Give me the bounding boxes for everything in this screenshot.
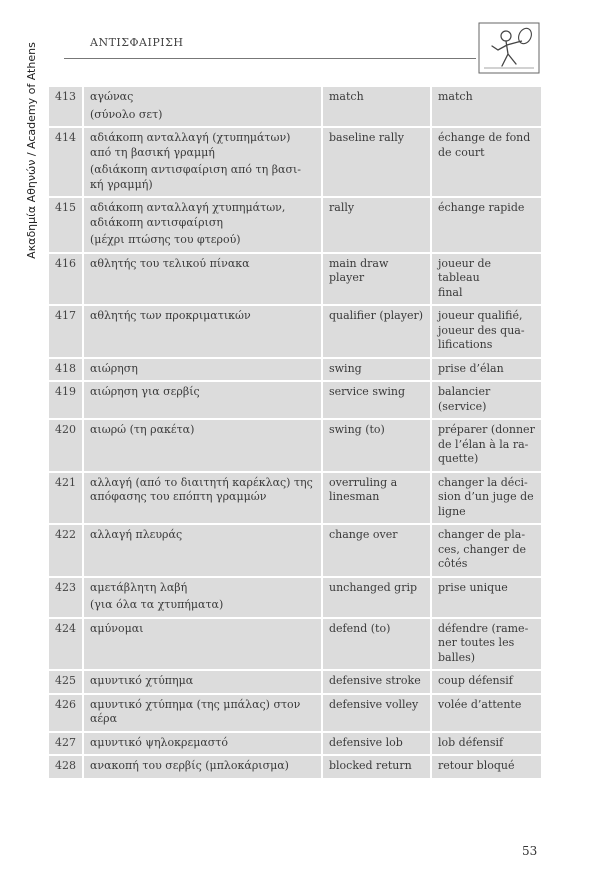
greek-note-line: κή γραμμή) <box>90 177 153 191</box>
table-row <box>49 381 541 419</box>
term-number: 426 <box>49 694 83 732</box>
french-term-cell <box>431 419 541 472</box>
greek-term-cell <box>83 524 322 577</box>
term-number: 428 <box>49 755 83 779</box>
side-label-text: Ακαδημία Αθηνών / Academy of Athens <box>24 41 38 259</box>
english-term-line: baseline rally <box>329 131 404 144</box>
greek-term-cell <box>83 305 322 358</box>
english-term-cell <box>322 524 431 577</box>
english-term-cell <box>322 381 431 419</box>
english-term-line: defensive volley <box>329 697 419 711</box>
greek-note-line: (για όλα τα χτυπήματα) <box>90 598 224 611</box>
greek-term-line: αιώρηση για σερβίς <box>90 385 200 398</box>
french-term-cell <box>431 472 541 525</box>
french-term-line: ligne <box>438 504 466 518</box>
french-term-line: balles) <box>438 650 476 664</box>
table-row <box>49 577 541 618</box>
tennis-player-icon <box>478 22 540 74</box>
french-term-line: défendre (rame- <box>438 621 529 635</box>
table-row <box>49 694 541 732</box>
french-term-line: ner toutes les <box>438 636 515 649</box>
french-term-line: changer de pla- <box>438 528 526 541</box>
french-term-line: quette) <box>438 452 479 465</box>
french-term-line: joueur de tableau <box>438 256 492 284</box>
french-term-line: échange de fond <box>438 131 531 144</box>
term-number: 421 <box>49 472 83 525</box>
greek-term-cell <box>83 381 322 419</box>
table-row <box>49 732 541 756</box>
french-term-cell <box>431 381 541 419</box>
english-term-line: blocked return <box>329 759 412 772</box>
english-term-cell <box>322 732 431 756</box>
greek-term-cell <box>83 472 322 525</box>
english-term-cell <box>322 358 431 382</box>
french-term-line: volée d’attente <box>438 697 522 711</box>
french-term-cell <box>431 253 541 306</box>
french-term-line: lob défensif <box>438 735 504 749</box>
running-head: ΑΝΤΙΣΦΑΙΡΙΣΗ <box>90 36 184 49</box>
french-term-line: côtés <box>438 557 468 570</box>
table-row <box>49 305 541 358</box>
greek-term-line: αλλαγή (από το διαιτητή καρέκλας) της <box>90 475 313 489</box>
greek-term-line: αδιάκοπη ανταλλαγή χτυπημάτων, <box>90 201 286 214</box>
french-term-line: balancier <box>438 385 491 398</box>
term-number: 425 <box>49 670 83 694</box>
french-term-line: ces, changer de <box>438 542 527 556</box>
english-term-cell <box>322 670 431 694</box>
greek-term-line: αμύνομαι <box>90 621 144 635</box>
english-term-line: linesman <box>329 490 380 503</box>
table-row <box>49 524 541 577</box>
english-term-line: overruling a <box>329 475 398 489</box>
english-term-line: defensive stroke <box>329 674 421 687</box>
french-term-cell <box>431 87 541 127</box>
greek-term-line: αμυντικό χτύπημα <box>90 674 194 687</box>
greek-term-cell <box>83 87 322 127</box>
french-term-line: coup défensif <box>438 674 513 687</box>
greek-term-cell <box>83 577 322 618</box>
english-term-line: qualifier (player) <box>329 309 424 322</box>
greek-term-cell <box>83 732 322 756</box>
side-watermark-label <box>22 0 40 300</box>
french-term-cell <box>431 732 541 756</box>
greek-term-note <box>90 598 315 613</box>
term-number: 422 <box>49 524 83 577</box>
french-term-line: retour bloqué <box>438 759 515 772</box>
term-number: 418 <box>49 358 83 382</box>
french-term-line: prise unique <box>438 580 508 594</box>
english-term-cell <box>322 305 431 358</box>
french-term-cell <box>431 670 541 694</box>
french-term-line: de l’élan à la ra- <box>438 437 529 451</box>
french-term-line: changer la déci- <box>438 475 528 489</box>
greek-term-line: αμετάβλητη λαβή <box>90 580 188 594</box>
english-term-line: swing <box>329 361 362 375</box>
french-term-cell <box>431 127 541 197</box>
french-term-cell <box>431 524 541 577</box>
greek-term-cell <box>83 694 322 732</box>
french-term-cell <box>431 694 541 732</box>
term-number: 427 <box>49 732 83 756</box>
term-number: 414 <box>49 127 83 197</box>
greek-term-line: αέρα <box>90 712 118 725</box>
french-term-line: préparer (donner <box>438 423 535 436</box>
table-row <box>49 87 541 127</box>
english-term-line: defend (to) <box>329 621 391 635</box>
greek-term-line: ανακοπή του σερβίς (μπλοκάρισμα) <box>90 759 289 772</box>
french-term-line: (service) <box>438 399 487 413</box>
term-number: 424 <box>49 618 83 671</box>
english-term-cell <box>322 577 431 618</box>
greek-term-cell <box>83 197 322 253</box>
greek-term-line: αθλητής του τελικού πίνακα <box>90 256 250 270</box>
french-term-cell <box>431 197 541 253</box>
terminology-table <box>49 87 541 780</box>
greek-term-line: αιωρώ (τη ρακέτα) <box>90 423 195 436</box>
header-rule <box>64 58 476 59</box>
table-row <box>49 618 541 671</box>
term-number: 413 <box>49 87 83 127</box>
greek-term-line: αγώνας <box>90 90 134 103</box>
french-term-line: joueur qualifié, <box>438 309 523 322</box>
greek-term-line: αιώρηση <box>90 361 138 375</box>
table-row <box>49 472 541 525</box>
french-term-line: joueur des qua- <box>438 323 525 337</box>
french-term-cell <box>431 618 541 671</box>
greek-term-line: αδιάκοπη ανταλλαγή (χτυπημάτων) <box>90 131 291 144</box>
french-term-line: de court <box>438 145 485 159</box>
english-term-line: service swing <box>329 385 406 398</box>
french-term-cell <box>431 358 541 382</box>
english-term-line: match <box>329 90 364 103</box>
english-term-cell <box>322 472 431 525</box>
greek-term-note <box>90 108 315 123</box>
greek-term-line: αθλητής των προκριματικών <box>90 309 251 322</box>
table-row <box>49 419 541 472</box>
greek-term-cell <box>83 755 322 779</box>
english-term-cell <box>322 127 431 197</box>
greek-note-line: (αδιάκοπη αντισφαίριση από τη βασι- <box>90 163 302 176</box>
english-term-line: unchanged grip <box>329 580 418 594</box>
english-term-cell <box>322 197 431 253</box>
english-term-line: swing (to) <box>329 423 385 436</box>
greek-term-cell <box>83 419 322 472</box>
french-term-line: lifications <box>438 338 493 351</box>
english-term-cell <box>322 618 431 671</box>
greek-term-cell <box>83 670 322 694</box>
english-term-cell <box>322 253 431 306</box>
term-number: 417 <box>49 305 83 358</box>
term-number: 423 <box>49 577 83 618</box>
greek-term-cell <box>83 358 322 382</box>
greek-term-line: απόφασης του επόπτη γραμμών <box>90 490 267 503</box>
french-term-line: prise d’élan <box>438 361 504 375</box>
greek-term-line: από τη βασική γραμμή <box>90 145 215 159</box>
greek-term-line: αλλαγή πλευράς <box>90 528 183 541</box>
greek-term-cell <box>83 253 322 306</box>
table-row <box>49 197 541 253</box>
greek-term-cell <box>83 618 322 671</box>
french-term-cell <box>431 577 541 618</box>
greek-note-line: (σύνολο σετ) <box>90 107 163 121</box>
term-number: 420 <box>49 419 83 472</box>
table-row <box>49 755 541 779</box>
english-term-cell <box>322 87 431 127</box>
french-term-cell <box>431 755 541 779</box>
greek-term-note <box>90 233 315 248</box>
greek-note-line: (μέχρι πτώσης του φτερού) <box>90 233 241 246</box>
table-row <box>49 127 541 197</box>
english-term-cell <box>322 419 431 472</box>
table-row <box>49 358 541 382</box>
term-number: 416 <box>49 253 83 306</box>
english-term-line: change over <box>329 528 398 541</box>
greek-term-line: αδιάκοπη αντισφαίριση <box>90 215 223 229</box>
greek-term-line: αμυντικό ψηλοκρεμαστό <box>90 735 228 749</box>
french-term-line: échange rapide <box>438 201 525 214</box>
english-term-line: main draw player <box>329 256 389 284</box>
greek-term-line: αμυντικό χτύπημα (της μπάλας) στον <box>90 697 301 711</box>
page-number: 53 <box>522 844 538 858</box>
table-row <box>49 670 541 694</box>
english-term-line: rally <box>329 201 355 214</box>
english-term-cell <box>322 755 431 779</box>
french-term-line: match <box>438 90 473 103</box>
term-number: 419 <box>49 381 83 419</box>
term-number: 415 <box>49 197 83 253</box>
greek-term-cell <box>83 127 322 197</box>
greek-term-note <box>90 163 315 192</box>
english-term-line: defensive lob <box>329 735 403 749</box>
english-term-cell <box>322 694 431 732</box>
french-term-line: sion d’un juge de <box>438 490 534 503</box>
french-term-line: final <box>438 285 463 299</box>
french-term-cell <box>431 305 541 358</box>
table-row <box>49 253 541 306</box>
